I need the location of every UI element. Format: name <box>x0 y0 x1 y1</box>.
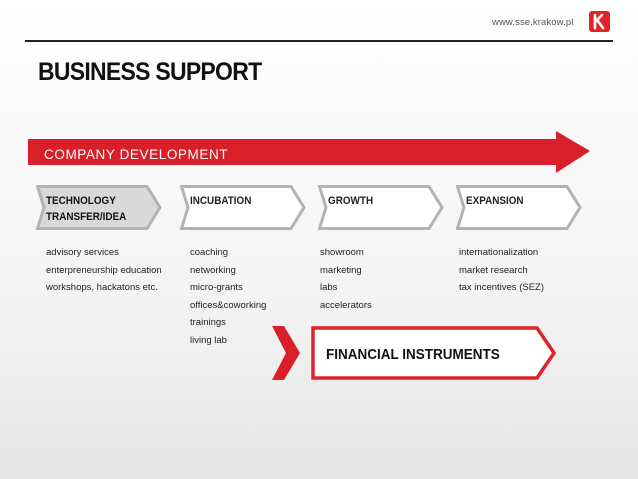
column-technology-transfer <box>46 244 162 297</box>
list-item: workshops, hackatons etc. <box>46 282 158 293</box>
k-logo-icon <box>589 11 610 32</box>
list-item: accelerators <box>320 299 372 311</box>
stage-incubation <box>180 185 306 230</box>
stage-label: INCUBATION <box>190 195 252 207</box>
list-item: advisory services <box>46 247 119 258</box>
column-growth <box>320 244 372 314</box>
stage-growth <box>318 185 444 230</box>
stage-label: EXPANSION <box>466 195 524 207</box>
page-title: BUSINESS SUPPORT <box>38 58 262 86</box>
list-item: market research <box>459 264 528 276</box>
column-incubation <box>190 244 266 349</box>
list-item: tax incentives (SEZ) <box>459 282 544 293</box>
list-item: micro-grants <box>190 282 243 293</box>
list-item: marketing <box>320 264 362 276</box>
list-item: living lab <box>190 334 227 346</box>
stage-label: GROWTH <box>328 195 374 207</box>
list-item: showroom <box>320 247 364 258</box>
list-item: labs <box>320 282 338 293</box>
stage-label: TECHNOLOGY TRANSFER/IDEA <box>46 195 127 223</box>
column-expansion <box>459 244 544 297</box>
top-rule <box>25 40 613 42</box>
list-item: offices&coworking <box>190 299 267 311</box>
site-url: www.sse.krakow.pl <box>492 17 574 28</box>
logo <box>589 11 610 32</box>
financial-instruments-label: FINANCIAL INSTRUMENTS <box>326 346 500 363</box>
list-item: internationalization <box>459 247 539 258</box>
financial-chevron-icon <box>272 326 302 380</box>
list-item: enterpreneurship education <box>46 264 162 276</box>
stage-expansion <box>456 185 582 230</box>
stage-technology-transfer <box>36 185 162 230</box>
company-development-label: COMPANY DEVELOPMENT <box>44 147 229 162</box>
list-item: trainings <box>190 317 226 328</box>
list-item: networking <box>190 264 236 276</box>
list-item: coaching <box>190 247 229 258</box>
